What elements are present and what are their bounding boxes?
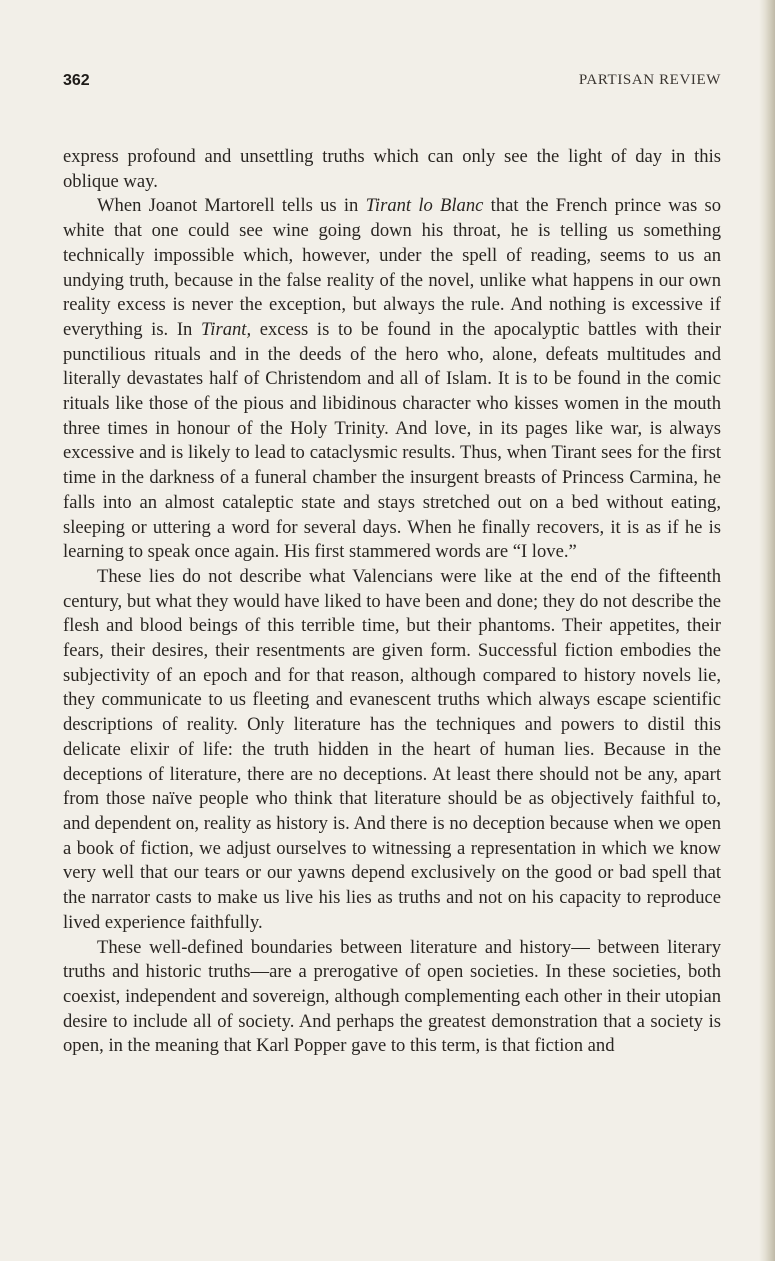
paragraph-2: When Joanot Martorell tells us in Tirant lo Blanc that the French prince was so white that one could see wine going down his throat, he is telling us something technically impossible which, however, under the spell of reading, seems to us an undying truth, because in the false reality of the novel, unlike what happens in our own reality excess is never the exception, but always the rule. And nothing is excessive if everything is. In Tirant, excess is to be found in the apocalyptic battles with their punctilious rituals and in the deeds of the hero who, alone, defeats multitudes and literally devastates half of Christendom and all of Islam. It is to be found in the comic rituals like those of the pious and libidinous character who kisses women in the mouth three times in honour of the Holy Trinity. And love, in its pages like war, is always excessive and is likely to lead to cataclysmic results. Thus, when Tirant sees for the first time in the darkness of a funeral chamber the insurgent breasts of Princess Carmina, he falls into an almost cataleptic state and stays stretched out on a bed without eating, sleeping or uttering a word for several days. When he finally recovers, it is as if he is learning to speak once again. His first stammered words are “I love.” xyxy=(63,195,722,563)
paragraph-1: express profound and unsettling truths which can only see the light of day in this oblique way. xyxy=(63,146,721,192)
paragraph-4: These well-defined boundaries between literature and history— between literary truths and historic truths—are a prerogative of open societies. In these societies, both coexist, independent and sovereign, although complementing each other in their utopian desire to include all of society. And perhaps the greatest demonstration that a society is open, in the meaning that Karl Popper gave to this term, is that fiction and xyxy=(63,936,721,1057)
paragraph-3: These lies do not describe what Valencians were like at the end of the fifteenth century, but what they would have liked to have been and done; they do not describe the flesh and blood beings of this terrible time, but their phantoms. Their appetites, their fears, their desires, their resentments are given form. Successful fiction embodies the subjectivity of an epoch and for that reason, although compared to history novels lie, they communicate to us fleeting and evanescent truths which always escape scientific descriptions of reality. Only literature has the techniques and powers to distil this delicate elixir of life: the truth hidden in the heart of human lies. Because in the deceptions of literature, there are no deceptions. At least there should not be any, apart from those naïve people who think that literature should be as objectively faithful to, and dependent on, reality as history is. And there is no deception because when we open a book of fiction, we adjust ourselves to witnessing a representation in which we know very well that our tears or our yawns depend exclusively on the good or bad spell that the narrator casts to make us live his lies as truths and not on his capacity to reproduce lived experience faithfully. xyxy=(63,565,721,933)
page-number: 362 xyxy=(63,72,90,89)
page-header xyxy=(63,72,721,96)
running-head: PARTISAN REVIEW xyxy=(578,72,721,88)
page-edge-shadow xyxy=(759,0,775,1261)
body-text xyxy=(63,145,721,1059)
